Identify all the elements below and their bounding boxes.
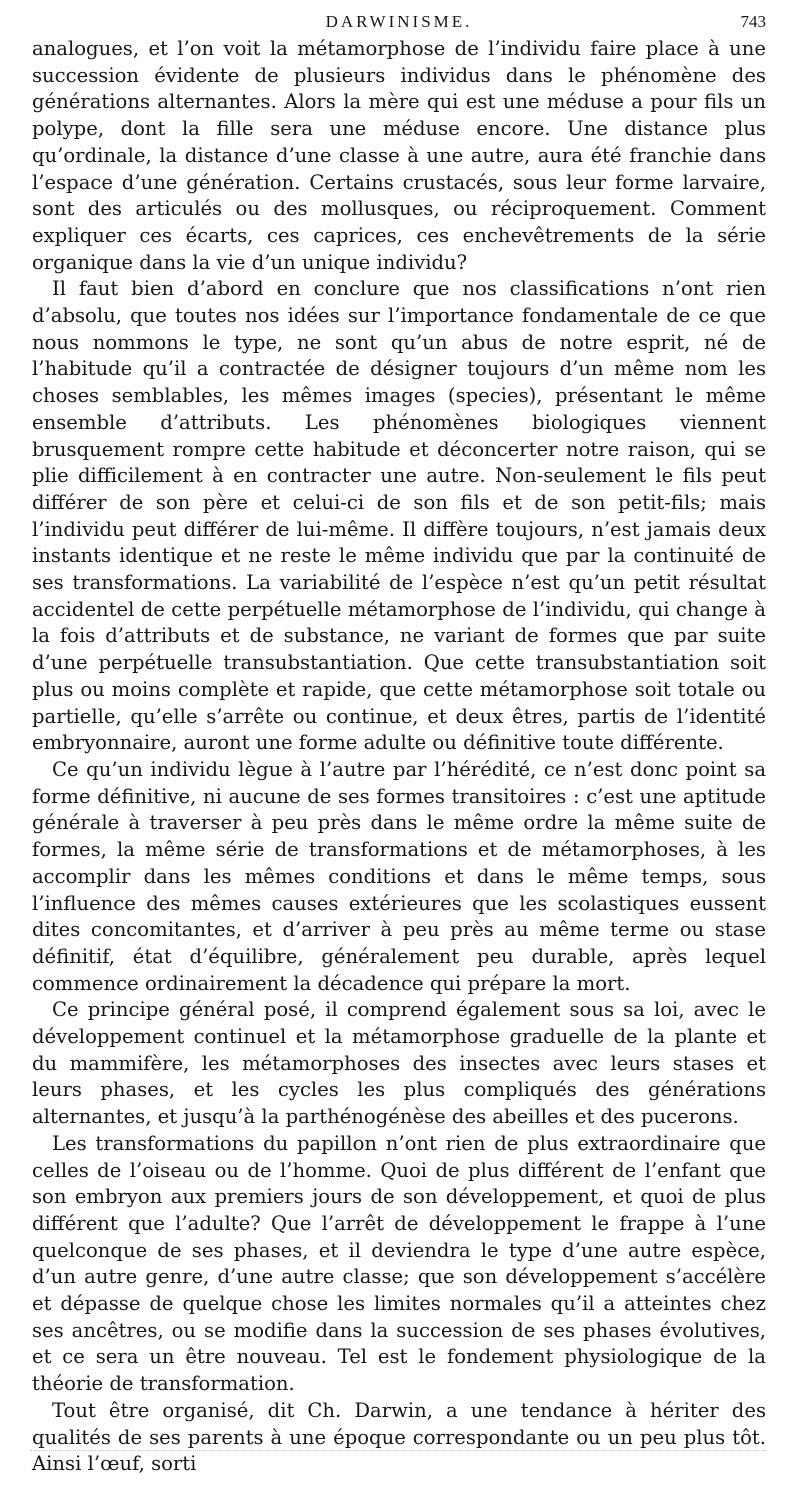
book-page <box>32 0 766 1478</box>
footer-dotted-rule <box>30 1450 766 1451</box>
body-text <box>32 36 766 1478</box>
running-title: DARWINISME. <box>325 12 473 31</box>
paragraph: Il faut bien d’abord en conclure que nos classifications n’ont rien d’absolu, que toutes nos idées sur l’importance fondamentale de ce que nous nommons le type, ne sont qu’un abus de notre esprit, né de l’habitude qu’il a contractée de désigner toujours d’un même nom les choses semblables, les mêmes images (species), présentant le même ensemble d’attributs. Les phénomènes biologiques viennent brusquement rompre cette habitude et déconcerter notre raison, qui se plie difficilement à en contracter une autre. Non-seulement le fils peut différer de son père et celui-ci de son fils et de son petit-fils; mais l’individu peut différer de lui-même. Il diffère toujours, n’est jamais deux instants identique et ne reste le même individu que par la continuité de ses transformations. La variabilité de l’espèce n’est qu’un petit résultat accidentel de cette perpétuelle métamorphose de l’individu, qui change à la fois d’attributs et de substance, ne variant de formes que par suite d’une perpétuelle transubstantiation. Que cette transubstantiation soit plus ou moins complète et rapide, que cette métamorphose soit totale ou partielle, qu’elle s’arrête ou continue, et deux êtres, partis de l’identité embryonnaire, auront une forme adulte ou définitive toute différente. <box>32 277 766 755</box>
page-number: 743 <box>740 12 766 31</box>
paragraph: Ce qu’un individu lègue à l’autre par l’hérédité, ce n’est donc point sa forme définitive, ni aucune de ses formes transitoires : c’est une aptitude générale à traverser à peu près dans le même ordre la même suite de formes, la même série de transformations et de métamorphoses, à les accomplir dans les mêmes conditions et dans le même temps, sous l’influence des mêmes causes extérieures que les scolastiques eussent dites concomitantes, et d’arriver à peu près au même terme ou stase définitif, état d’équilibre, généralement peu durable, après lequel commence ordinairement la décadence qui prépare la mort. <box>32 757 766 995</box>
paragraph: Ce principe général posé, il comprend également sous sa loi, avec le développement continuel et la métamorphose graduelle de la plante et du mammifère, les métamorphoses des insectes avec leurs stases et leurs phases, et les cycles les plus compliqués des générations alternantes, et jusqu’à la parthénogénèse des abeilles et des pucerons. <box>32 998 766 1129</box>
running-header <box>32 0 766 36</box>
paragraph: Tout être organisé, dit Ch. Darwin, a une tendance à hériter des qualités de ses parents à une époque correspondante ou un peu plus tôt. Ainsi l’œuf, sorti <box>32 1398 766 1476</box>
paragraph: Les transformations du papillon n’ont rien de plus extraordinaire que celles de l’oiseau ou de l’homme. Quoi de plus différent de l’enfant que son embryon aux premiers jours de son développement, et quoi de plus différent que l’adulte? Que l’arrêt de développement le frappe à l’une quelconque de ses phases, et il deviendra le type d’une autre espèce, d’un autre genre, d’une autre classe; que son développement s’accélère et dépasse de quelque chose les limites normales qu’il a atteintes chez ses ancêtres, ou se modifie dans la succession de ses phases évolutives, et ce sera un être nouveau. Tel est le fondement physiologique de la théorie de transformation. <box>32 1131 766 1396</box>
paragraph-continued: analogues, et l’on voit la métamorphose de l’individu faire place à une succession évidente de plusieurs individus dans le phénomène des générations alternantes. Alors la mère qui est une méduse a pour fils un polype, dont la fille sera une méduse encore. Une distance plus qu’ordinale, la distance d’une classe à une autre, aura été franchie dans l’espace d’une génération. Certains crustacés, sous leur forme larvaire, sont des articulés ou des mollusques, ou réciproquement. Comment expliquer ces écarts, ces caprices, ces enchevêtrements de la série organique dans la vie d’un unique individu? <box>32 37 766 274</box>
